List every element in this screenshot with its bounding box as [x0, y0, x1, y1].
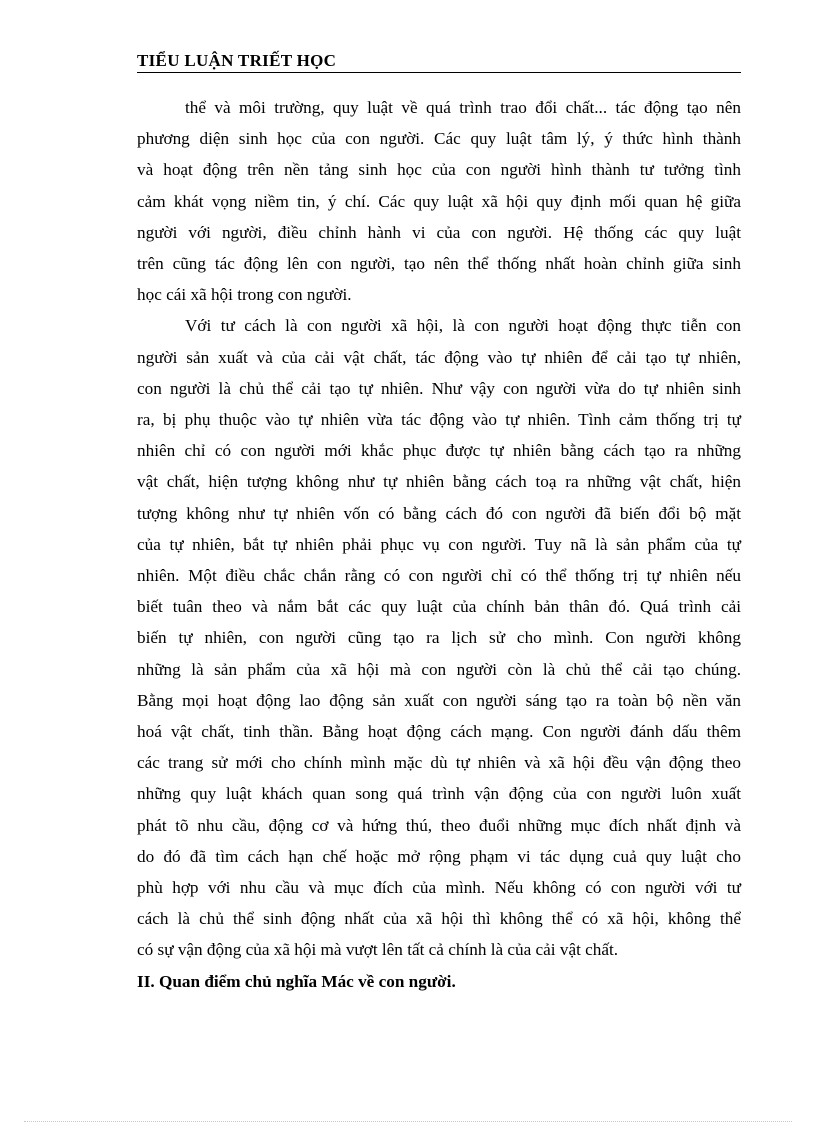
text-line: do đó đã tìm cách hạn chế hoặc mở rộng phạm vi tác dụng cuả quy luật cho: [137, 846, 741, 866]
text-line: những quy luật khách quan song quá trình vận động của con người luôn xuất: [137, 784, 741, 804]
text-line: những là sản phẩm của xã hội mà con người còn là chủ thể cải tạo chúng.: [137, 659, 741, 679]
text-line: học cái xã hội trong con người.: [137, 285, 352, 305]
text-line: biến tự nhiên, con người cũng tạo ra lịch sử cho mình. Con người không: [137, 628, 741, 648]
text-line: Bằng mọi hoạt động lao động sản xuất con người sáng tạo ra toàn bộ nền văn: [137, 690, 741, 710]
text-line: cảm khát vọng niềm tin, ý chí. Các quy luật xã hội quy định mối quan hệ giữa: [137, 191, 741, 211]
text-line: các trang sử mới cho chính mình mặc dù tự nhiên và xã hội đều vận động theo: [137, 753, 741, 773]
text-line: vật chất, hiện tượng không như tự nhiên bằng cách toạ ra những vật chất, hiện: [137, 472, 741, 492]
document-body: [137, 92, 741, 997]
text-line: phát tõ nhu cầu, động cơ và hứng thú, theo đuổi những mục đích nhất định và: [137, 815, 741, 835]
text-line: phương diện sinh học của con người. Các quy luật tâm lý, ý thức hình thành: [137, 129, 741, 149]
text-line: Với tư cách là con người xã hội, là con người hoạt động thực tiễn con: [185, 316, 741, 336]
text-line: trên cũng tác động lên con người, tạo nên thể thống nhất hoàn chỉnh giữa sinh: [137, 254, 741, 274]
document-title: TIỂU LUẬN TRIẾT HỌC: [137, 51, 337, 70]
text-line: phù hợp với nhu cầu và mục đích của mình. Nếu không có con người với tư: [137, 878, 741, 898]
text-line: người với người, điều chỉnh hành vi của con người. Hệ thống các quy luật: [137, 222, 741, 242]
text-line: biết tuân theo và nắm bắt các quy luật của chính bản thân đó. Quá trình cải: [137, 597, 741, 617]
text-line: con người là chủ thể cải tạo tự nhiên. Như vậy con người vừa do tự nhiên sinh: [137, 378, 741, 398]
text-line: hoá vật chất, tinh thần. Bằng hoạt động cách mạng. Con người đánh dấu thêm: [137, 722, 741, 742]
page-header: [137, 50, 741, 73]
text-line: thể và môi trường, quy luật về quá trình trao đổi chất... tác động tạo nên: [185, 98, 741, 117]
page-bottom-divider: [24, 1121, 792, 1122]
text-line: nhiên chỉ có con người mới khắc phục được tự nhiên bằng cách tạo ra những: [137, 441, 741, 461]
paragraph-1: [137, 92, 741, 310]
text-line: ra, bị phụ thuộc vào tự nhiên vừa tác động vào tự nhiên. Tình cảm thống trị tự: [137, 410, 741, 430]
text-line: người sản xuất và của cải vật chất, tác động vào tự nhiên để cải tạo tự nhiên,: [137, 347, 741, 367]
text-line: tượng không như tự nhiên vốn có bằng cách đó con người đã biến đổi bộ mặt: [137, 503, 741, 523]
paragraph-2: [137, 310, 741, 965]
text-line: cách là chủ thể sinh động nhất của xã hội thì không thể có xã hội, không thể: [137, 909, 741, 929]
text-line: và hoạt động trên nền tảng sinh học của con người hình thành tư tưởng tình: [137, 160, 741, 180]
text-line: của tự nhiên, bắt tự nhiên phải phục vụ con người. Tuy nã là sản phẩm của tự: [137, 534, 741, 554]
text-line: có sự vận động của xã hội mà vượt lên tất cả chính là của cải vật chất.: [137, 940, 619, 960]
text-line: nhiên. Một điều chắc chắn rằng có con người chỉ có thể thống trị tự nhiên nếu: [137, 566, 741, 586]
section-heading: II. Quan điểm chủ nghĩa Mác về con người.: [137, 971, 456, 991]
